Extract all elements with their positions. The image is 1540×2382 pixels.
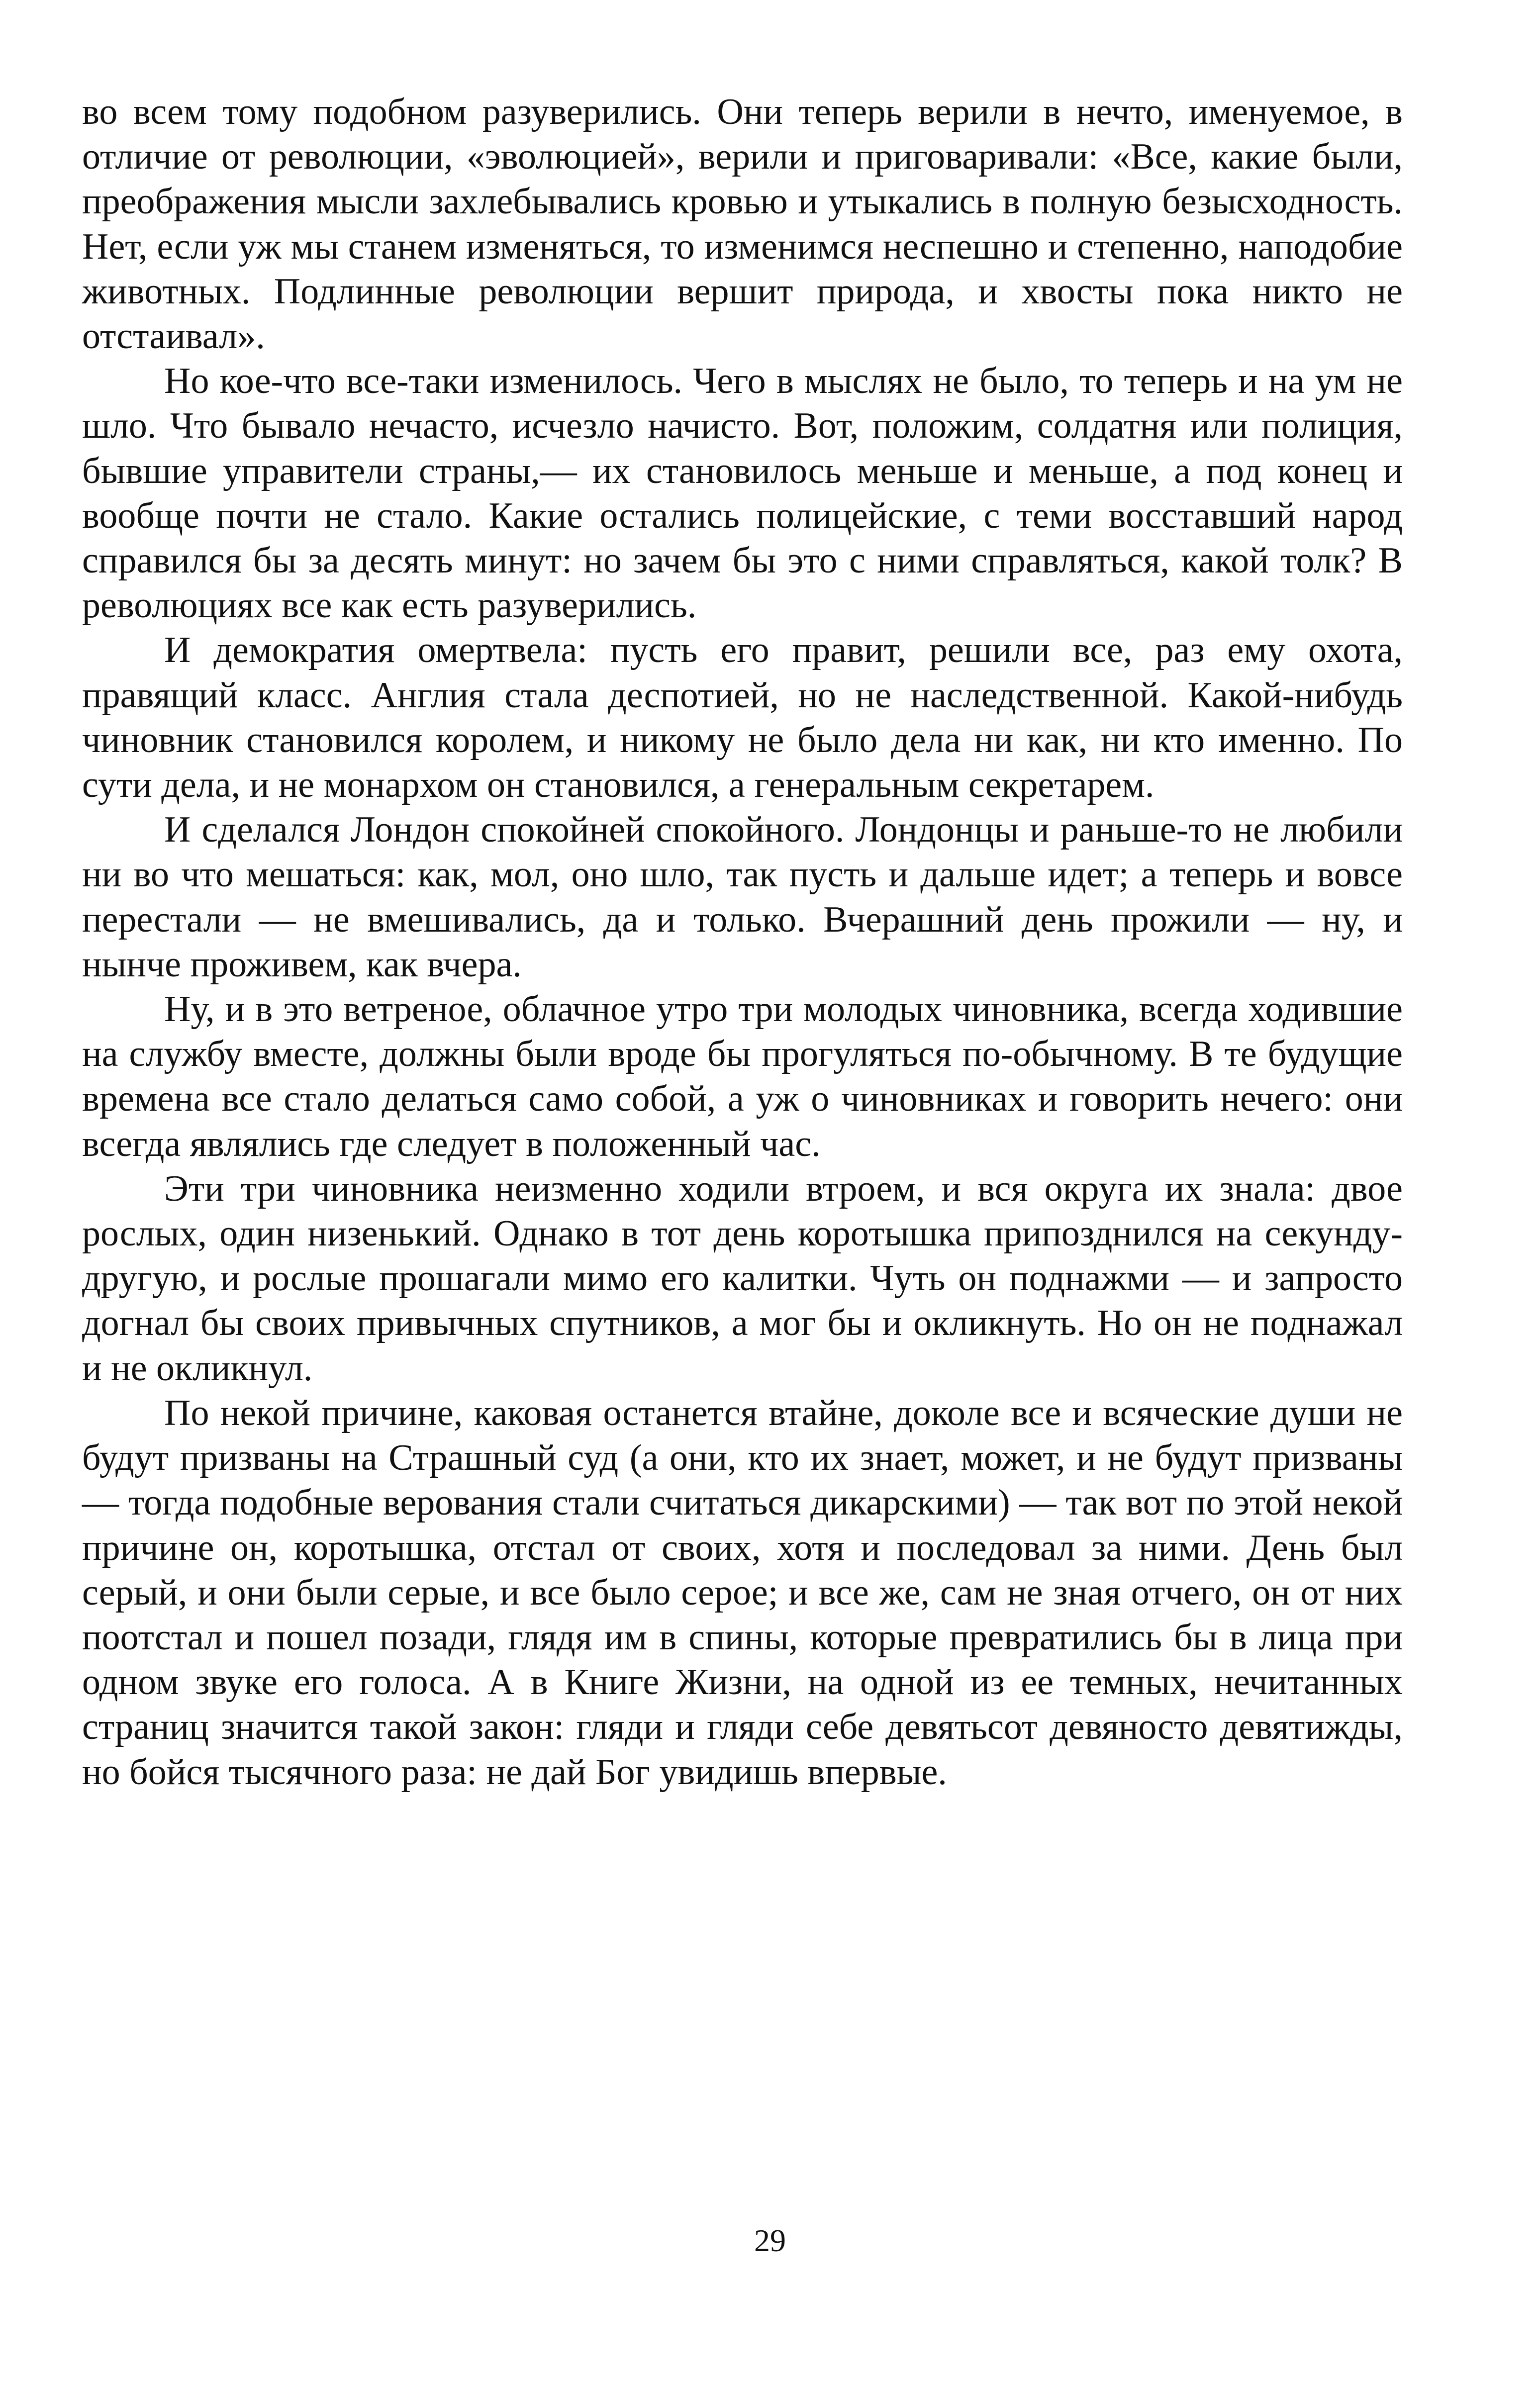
paragraph: И демократия омертвела: пусть его правит, решили все, раз ему охота, правящий класс. Англия стала деспотией, но не наследственной. Какой-нибудь чиновник становился королем, и никому не было дела ни как, ни кто именно. По сути дела, и не монархом он становился, а генеральным секретарем.	[82, 630, 1403, 806]
body-text	[82, 90, 1403, 1795]
paragraph-continued: во всем тому подобном разуверились. Они теперь верили в нечто, именуемое, в отличие от революции, «эволюцией», верили и приговаривали: «Все, какие были, преображения мысли захлебывались кровью и утыкались в полную безысходность. Нет, если уж мы станем изменяться, то изменимся неспешно и степенно, наподобие животных. Подлинные революции вершит природа, и хвосты пока никто не отстаивал».	[82, 92, 1403, 357]
paragraph: Ну, и в это ветреное, облачное утро три молодых чиновника, всегда ходившие на службу вместе, должны были вроде бы прогуляться по-обычному. В те будущие времена все стало делаться само собой, а уж о чиновниках и говорить нечего: они всегда являлись где следует в положенный час.	[82, 989, 1403, 1164]
paragraph: И сделался Лондон спокойней спокойного. Лондонцы и раньше-то не любили ни во что мешаться: как, мол, оно шло, так пусть и дальше идет; а теперь и вовсе перестали — не вмешивались, да и только. Вчерашний день прожили — ну, и нынче проживем, как вчера.	[82, 809, 1403, 985]
page-number: 29	[754, 2223, 786, 2258]
paragraph: Эти три чиновника неизменно ходили втроем, и вся округа их знала: двое рослых, один низенький. Однако в тот день коротышка припозднился на секунду-другую, и рослые прошагали мимо его калитки. Чуть он поднажми — и запросто догнал бы своих привычных спутников, а мог бы и окликнуть. Но он не поднажал и не окликнул.	[82, 1168, 1403, 1389]
paragraph: По некой причине, каковая останется втайне, доколе все и всяческие души не будут призваны на Страшный суд (а они, кто их знает, может, и не будут призваны — тогда подобные верования стали считаться дикарскими) — так вот по этой некой причине он, коротышка, отстал от своих, хотя и последовал за ними. День был серый, и они были серые, и все было серое; и все же, сам не зная отчего, он от них поотстал и пошел позади, глядя им в спины, которые превратились бы в лица при одном звуке его голоса. А в Книге Жизни, на одной из ее темных, нечитанных страниц значится такой закон: гляди и гляди себе девятьсот девяносто девятижды, но бойся тысячного раза: не дай Бог увидишь впервые.	[82, 1392, 1403, 1793]
paragraph: Но кое-что все-таки изменилось. Чего в мыслях не было, то теперь и на ум не шло. Что бывало нечасто, исчезло начисто. Вот, положим, солдатня или полиция, бывшие управители страны,— их становилось меньше и меньше, а под конец и вообще почти не стало. Какие остались полицейские, с теми восставший народ справился бы за десять минут: но зачем бы это с ними справляться, какой толк? В революциях все как есть разуверились.	[82, 361, 1403, 626]
